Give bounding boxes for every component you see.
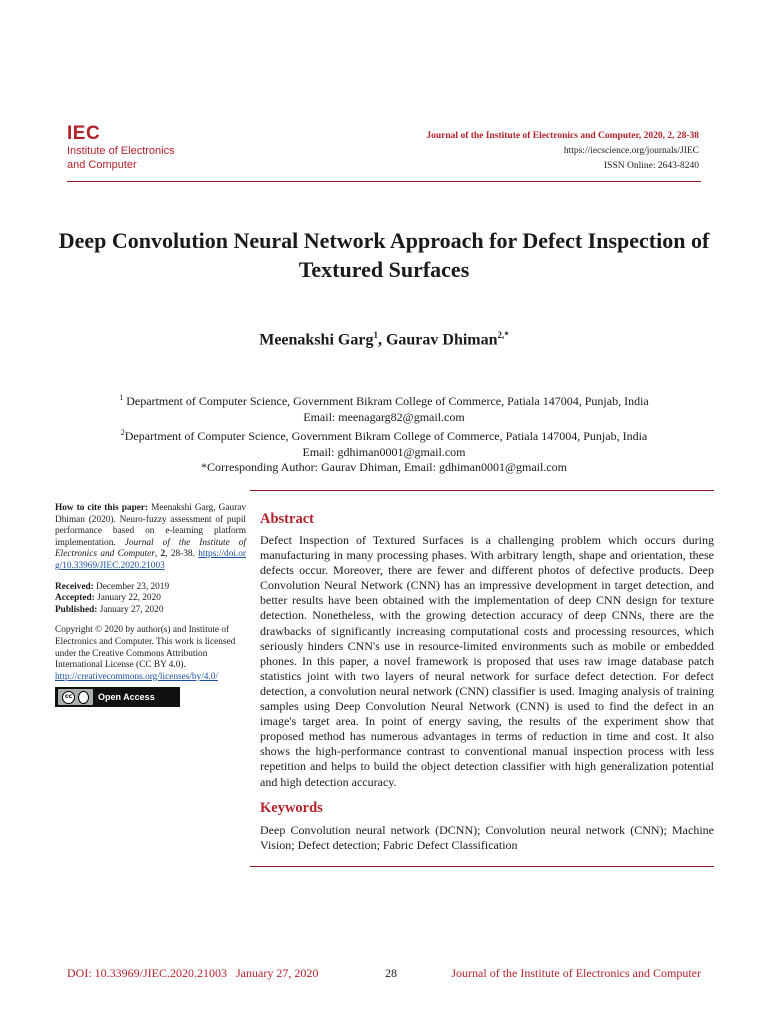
citation-pages: , 28-38. xyxy=(165,549,195,560)
journal-issn: ISSN Online: 2643-8240 xyxy=(604,161,699,171)
received-value: December 23, 2019 xyxy=(96,581,170,592)
affiliation-1 xyxy=(40,390,728,410)
cc-icons xyxy=(58,689,93,705)
journal-info xyxy=(426,129,699,174)
journal-citation: Journal of the Institute of Electronics and Computer, 2020, 2, 28-38 xyxy=(426,131,699,141)
citation-label: How to cite this paper: xyxy=(55,503,149,513)
published-date xyxy=(55,605,246,617)
header-divider xyxy=(67,181,701,182)
cc-license-badge[interactable] xyxy=(55,687,180,707)
abstract-heading: Abstract xyxy=(260,511,314,527)
abstract-text: Defect Inspection of Textured Surfaces is a challenging problem which occurs during manufacturing in many processing phases. With arbitrary length, shape and orientation, these defects occur. Moreover, there are fewer and different photos of defective products. Deep Convolution Neural Network (CNN) has an impressive development in target detection, and better results have been obtained with the implementation of deep CNN design for texture detection. Nonetheless, with the growing detection accuracy of deep CNNs, there are the drawbacks of significantly increasing computational costs and processing resources, which seriously hinders CNN's use in resource-limited environments such as mobile or embedded phones. In this paper, a novel framework is proposed that uses raw image database patch statistics joint with two layers of neural network for surface defect detection. For defect detection, a convolution neural network (CNN) classifier is used. Imaging analysis of training samples using Deep Convolution Neural Network (CNN) is used to find the defect in an image's target area. In point of energy saving, the results of the experiment show that proposed method has numerous advantages in terms of reduction in time and cost. It also shows the high-performance contrast to conventional manual inspection process with less repetition and helps to build the object detection classifier with high generalization potential and high detection accuracy. xyxy=(260,533,714,789)
affiliations xyxy=(40,390,728,476)
footer-journal: Journal of the Institute of Electronics and Computer xyxy=(451,966,701,980)
author-2-affiliation-mark: 2,* xyxy=(497,330,509,340)
citation-block xyxy=(55,503,246,573)
logo-line-2: and Computer xyxy=(67,159,137,171)
citation-journal: Journal of the Institute of Electronics and Computer xyxy=(55,537,247,560)
copyright-notice xyxy=(55,625,246,683)
sidebar xyxy=(55,503,246,707)
citation-volume: 2 xyxy=(160,549,166,560)
publication-dates xyxy=(55,582,246,617)
footer-date: January 27, 2020 xyxy=(236,966,319,980)
logo-abbreviation: IEC xyxy=(67,123,101,144)
author-2-name: Gaurav Dhiman xyxy=(385,331,498,349)
accepted-value: January 22, 2020 xyxy=(97,593,161,604)
license-link[interactable]: http://creativecommons.org/licenses/by/4.0/ xyxy=(55,671,219,682)
attribution-icon xyxy=(78,691,89,704)
affiliation-1-email: Email: meenagarg82@gmail.com xyxy=(303,409,465,424)
accepted-date xyxy=(55,593,246,605)
paper-title: Deep Convolution Neural Network Approach for Defect Inspection of Textured Surfaces xyxy=(58,228,710,282)
received-date xyxy=(55,582,246,594)
copyright-text: Copyright © 2020 by author(s) and Institute of Electronics and Computer. This work is licensed under the Creative Commons Attribution International License (CC BY 4.0). xyxy=(55,625,236,671)
author-separator: , xyxy=(377,331,386,349)
abstract-top-divider xyxy=(250,490,714,491)
creative-commons-icon: cc xyxy=(62,691,75,704)
page-number: 28 xyxy=(385,966,397,980)
affiliation-2-email: Email: gdhiman0001@gmail.com xyxy=(302,444,466,459)
citation-doi-link[interactable]: https://doi.org/10.33969/JIEC.2020.21003 xyxy=(55,549,246,571)
published-value: January 27, 2020 xyxy=(99,604,164,615)
keywords-heading: Keywords xyxy=(260,799,323,816)
affiliation-1-mark: 1 xyxy=(119,393,124,402)
corresponding-author: *Corresponding Author: Gaurav Dhiman, Email: gdhiman0001@gmail.com xyxy=(201,460,567,474)
received-label: Received: xyxy=(55,581,94,592)
accepted-label: Accepted: xyxy=(55,593,95,604)
keywords-text: Deep Convolution neural network (DCNN); Convolution neural network (CNN); Machine Vision; Defect detection; Fabric Defect Classification xyxy=(260,822,714,852)
main-column xyxy=(250,490,714,867)
author-1-name: Meenakshi Garg xyxy=(259,331,374,349)
author-1-affiliation-mark: 1 xyxy=(373,330,378,340)
open-access-label: Open Access xyxy=(98,691,155,702)
citation-volume-separator: , xyxy=(154,549,161,560)
abstract-bottom-divider xyxy=(250,866,714,867)
journal-url[interactable]: https://iecscience.org/journals/JIEC xyxy=(563,146,699,156)
citation-text: Meenakshi Garg, Gaurav Dhiman (2020). Neuro-fuzzy assessment of pupil performance based on e-learning platform implementation. xyxy=(55,503,247,548)
footer-doi-date xyxy=(67,966,318,981)
affiliation-2-mark: 2 xyxy=(120,428,125,437)
footer-doi: DOI: 10.33969/JIEC.2020.21003 xyxy=(67,966,227,980)
affiliation-2-text: Department of Computer Science, Government Bikram College of Commerce, Patiala 147004, Punjab, India xyxy=(124,429,648,443)
publisher-logo xyxy=(67,124,175,172)
affiliation-2 xyxy=(40,425,728,445)
affiliation-1-text: Department of Computer Science, Government Bikram College of Commerce, Patiala 147004, Punjab, India xyxy=(126,394,649,408)
logo-line-1: Institute of Electronics xyxy=(67,145,175,157)
published-label: Published: xyxy=(55,604,98,615)
author-list xyxy=(0,330,768,349)
